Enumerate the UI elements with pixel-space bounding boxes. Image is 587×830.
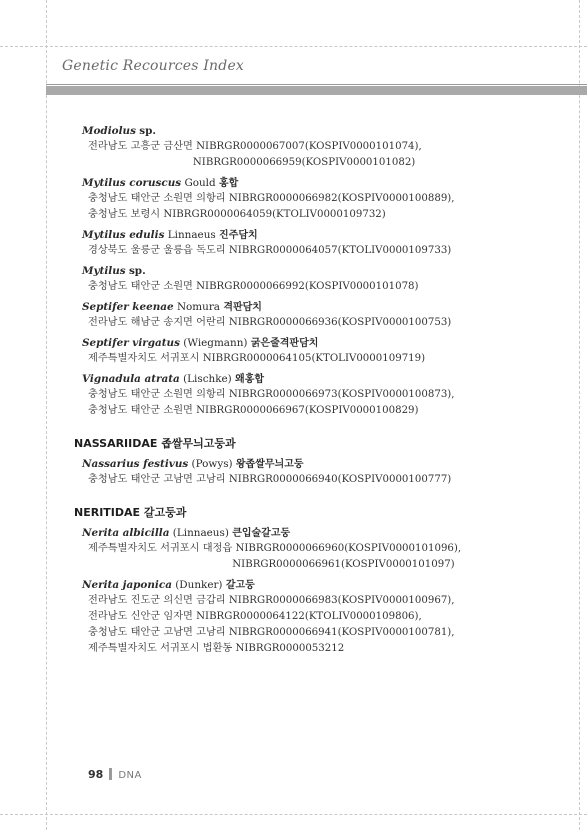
specimen-record: 충청남도 태안군 고남면 고남리 NIBRGR0000066940(KOSPIV0000100777) [88,474,452,485]
species-entry [82,124,562,139]
korean-name: 홍합 [218,178,239,189]
korean-name: 격판담치 [223,302,262,313]
scientific-name: Nerita japonica [82,579,172,591]
footer-separator [109,768,112,780]
author-name: Nomura [176,301,220,313]
specimen-record: 전라남도 해남군 송지면 어란리 NIBRGR0000066936(KOSPIV0000100753) [88,317,452,328]
specimen-record: 경상북도 울릉군 울릉읍 독도리 NIBRGR0000064057(KTOLIV0000109733) [88,245,452,256]
korean-name: 진주담치 [219,230,258,241]
korean-name: 갈고둥 [225,580,255,591]
species-qualifier: sp. [128,265,146,277]
top-guide-line [0,46,587,47]
specimen-record: 제주특별자치도 서귀포시 대정읍 NIBRGR0000066960(KOSPIV0000101096), [88,543,462,554]
scientific-name: Nerita albicilla [82,527,170,539]
specimen-record: 충청남도 태안군 소원면 의항리 NIBRGR0000066982(KOSPIV0000100889), [88,193,455,204]
specimen-record: 충청남도 태안군 소원면 NIBRGR0000066992(KOSPIV0000101078) [88,281,419,292]
species-entry [82,264,562,279]
korean-name: 왜홍합 [235,374,265,385]
author-name: Gould [184,177,216,189]
header-rule [46,84,587,85]
korean-name: 큰입술갈고둥 [232,528,291,539]
page-footer [88,768,142,781]
scientific-name: Mytilus [82,265,126,277]
author-name: (Dunker) [175,579,223,591]
right-guide-line [579,0,580,830]
left-guide-line [46,0,47,830]
specimen-record: 제주특별자치도 서귀포시 NIBRGR0000064105(KTOLIV0000109719) [88,353,426,364]
scientific-name: Modiolus [82,125,136,137]
scientific-name: Vignadula atrata [82,373,180,385]
species-entry [82,300,562,315]
specimen-record: NIBRGR0000066961(KOSPIV0000101097) [232,559,455,570]
specimen-record: NIBRGR0000066959(KOSPIV0000101082) [192,157,416,168]
scientific-name: Nassarius festivus [82,458,189,470]
scientific-name: Mytilus coruscus [82,177,182,189]
scientific-name: Mytilus edulis [82,229,165,241]
running-header-title: Genetic Recources Index [62,58,245,74]
specimen-record: 충청남도 태안군 소원면 의항리 NIBRGR0000066973(KOSPIV0000100873), [88,389,455,400]
scientific-name: Septifer keenae [82,301,174,313]
author-name: (Powys) [191,458,233,470]
specimen-record: 제주특별자치도 서귀포시 법환동 NIBRGR0000053212 [88,643,345,654]
page-number: 98 [88,768,104,781]
footer-label: DNA [118,770,142,781]
index-content [74,124,562,657]
author-name: (Linnaeus) [172,527,229,539]
family-heading: NERITIDAE 갈고둥과 [74,506,187,519]
family-heading: NASSARIIDAE 좁쌀무늬고둥과 [74,437,236,450]
bottom-guide-line [0,814,587,815]
header-bar [46,86,587,95]
scientific-name: Septifer virgatus [82,337,180,349]
specimen-record: 충청남도 태안군 소원면 NIBRGR0000066967(KOSPIV0000100829) [88,405,419,416]
author-name: (Wiegmann) [183,337,248,349]
author-name: Linnaeus [167,229,216,241]
specimen-record: 전라남도 진도군 의신면 금갑리 NIBRGR0000066983(KOSPIV0000100967), [88,595,455,606]
species-entry [82,176,562,191]
species-entry [82,457,562,472]
species-entry [82,228,562,243]
specimen-record: 충청남도 태안군 고남면 고남리 NIBRGR0000066941(KOSPIV0000100781), [88,627,455,638]
species-entry [82,336,562,351]
korean-name: 굵은줄격판담치 [250,338,319,349]
species-entry [82,526,562,541]
species-entry [82,578,562,593]
species-entry [82,372,562,387]
specimen-record: 전라남도 고흥군 금산면 NIBRGR0000067007(KOSPIV0000101074), [88,141,422,152]
author-name: (Lischke) [183,373,232,385]
korean-name: 왕좁쌀무늬고둥 [235,459,304,470]
specimen-record: 전라남도 신안군 임자면 NIBRGR0000064122(KTOLIV0000109806), [88,611,422,622]
specimen-record: 충청남도 보령시 NIBRGR0000064059(KTOLIV0000109732) [88,209,386,220]
species-qualifier: sp. [139,125,156,137]
